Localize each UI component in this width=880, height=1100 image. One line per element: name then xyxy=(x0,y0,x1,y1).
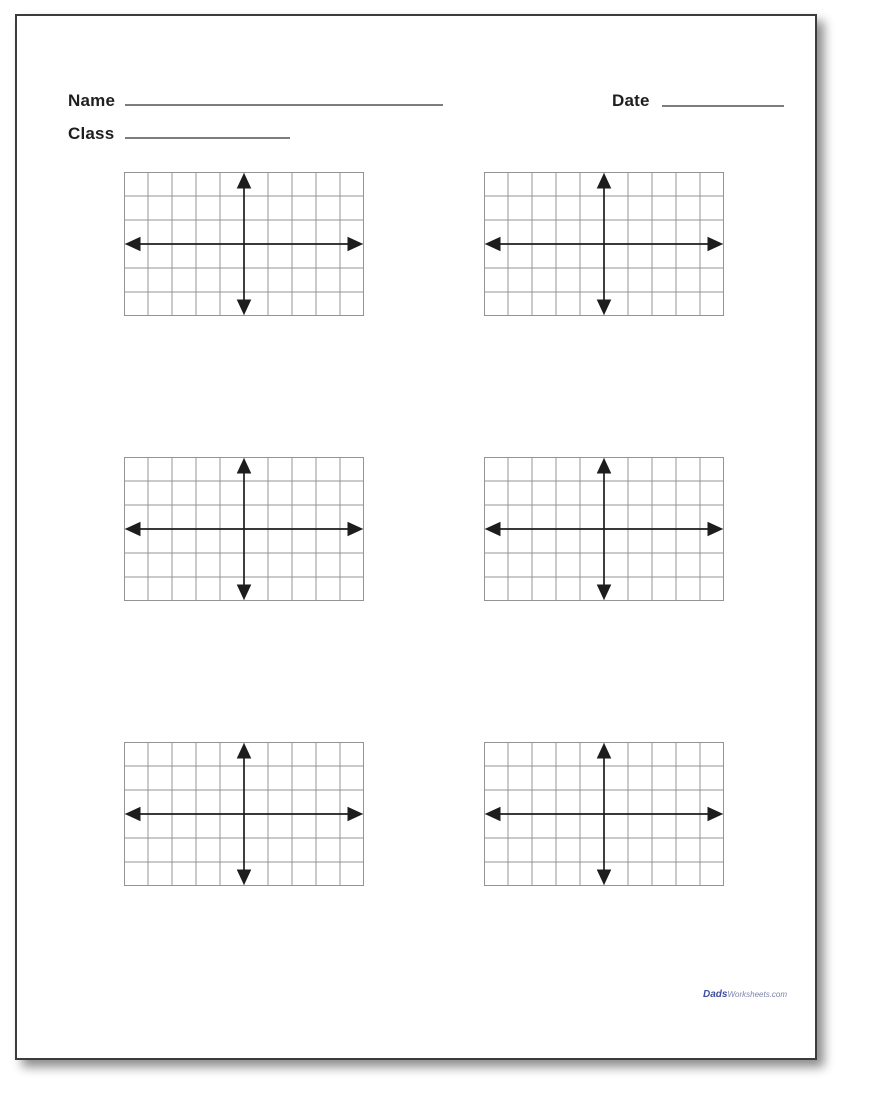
axis-arrow-left-icon xyxy=(126,523,140,536)
axis-arrow-up-icon xyxy=(238,174,251,188)
coordinate-grid xyxy=(484,742,724,886)
axis-arrow-right-icon xyxy=(708,808,722,821)
class-label: Class xyxy=(68,124,115,143)
axis-arrow-right-icon xyxy=(348,808,362,821)
watermark-logo xyxy=(703,985,787,1001)
coordinate-grid xyxy=(484,457,724,601)
axis-arrow-left-icon xyxy=(126,238,140,251)
axis-arrow-up-icon xyxy=(598,174,611,188)
coordinate-grid-svg xyxy=(484,172,724,316)
coordinate-grid xyxy=(124,457,364,601)
class-blank-line xyxy=(125,137,290,139)
name-blank-line xyxy=(125,104,443,106)
axis-arrow-up-icon xyxy=(238,744,251,758)
name-label: Name xyxy=(68,91,116,110)
coordinate-grid-svg xyxy=(484,457,724,601)
axis-arrow-down-icon xyxy=(238,585,251,599)
axis-arrow-left-icon xyxy=(486,808,500,821)
axis-arrow-up-icon xyxy=(238,459,251,473)
axis-arrow-down-icon xyxy=(238,870,251,884)
axis-arrow-up-icon xyxy=(598,744,611,758)
date-label: Date xyxy=(612,91,650,110)
axis-arrow-right-icon xyxy=(708,523,722,536)
axis-arrow-left-icon xyxy=(486,238,500,251)
coordinate-grid-svg xyxy=(484,742,724,886)
coordinate-grid-svg xyxy=(124,457,364,601)
coordinate-grid xyxy=(484,172,724,316)
axis-arrow-right-icon xyxy=(348,238,362,251)
coordinate-grids-area xyxy=(124,172,724,886)
watermark-brand-suffix: Worksheets.com xyxy=(727,990,788,999)
axis-arrow-left-icon xyxy=(126,808,140,821)
axis-arrow-right-icon xyxy=(708,238,722,251)
coordinate-grid-svg xyxy=(124,742,364,886)
axis-arrow-up-icon xyxy=(598,459,611,473)
date-blank-line xyxy=(662,105,784,107)
axis-arrow-right-icon xyxy=(348,523,362,536)
coordinate-grid-svg xyxy=(124,172,364,316)
watermark-brand-prefix: Dads xyxy=(703,989,728,1000)
coordinate-grid xyxy=(124,172,364,316)
axis-arrow-left-icon xyxy=(486,523,500,536)
coordinate-grid xyxy=(124,742,364,886)
axis-arrow-down-icon xyxy=(238,300,251,314)
axis-arrow-down-icon xyxy=(598,585,611,599)
axis-arrow-down-icon xyxy=(598,870,611,884)
axis-arrow-down-icon xyxy=(598,300,611,314)
worksheet-page xyxy=(15,14,817,1060)
